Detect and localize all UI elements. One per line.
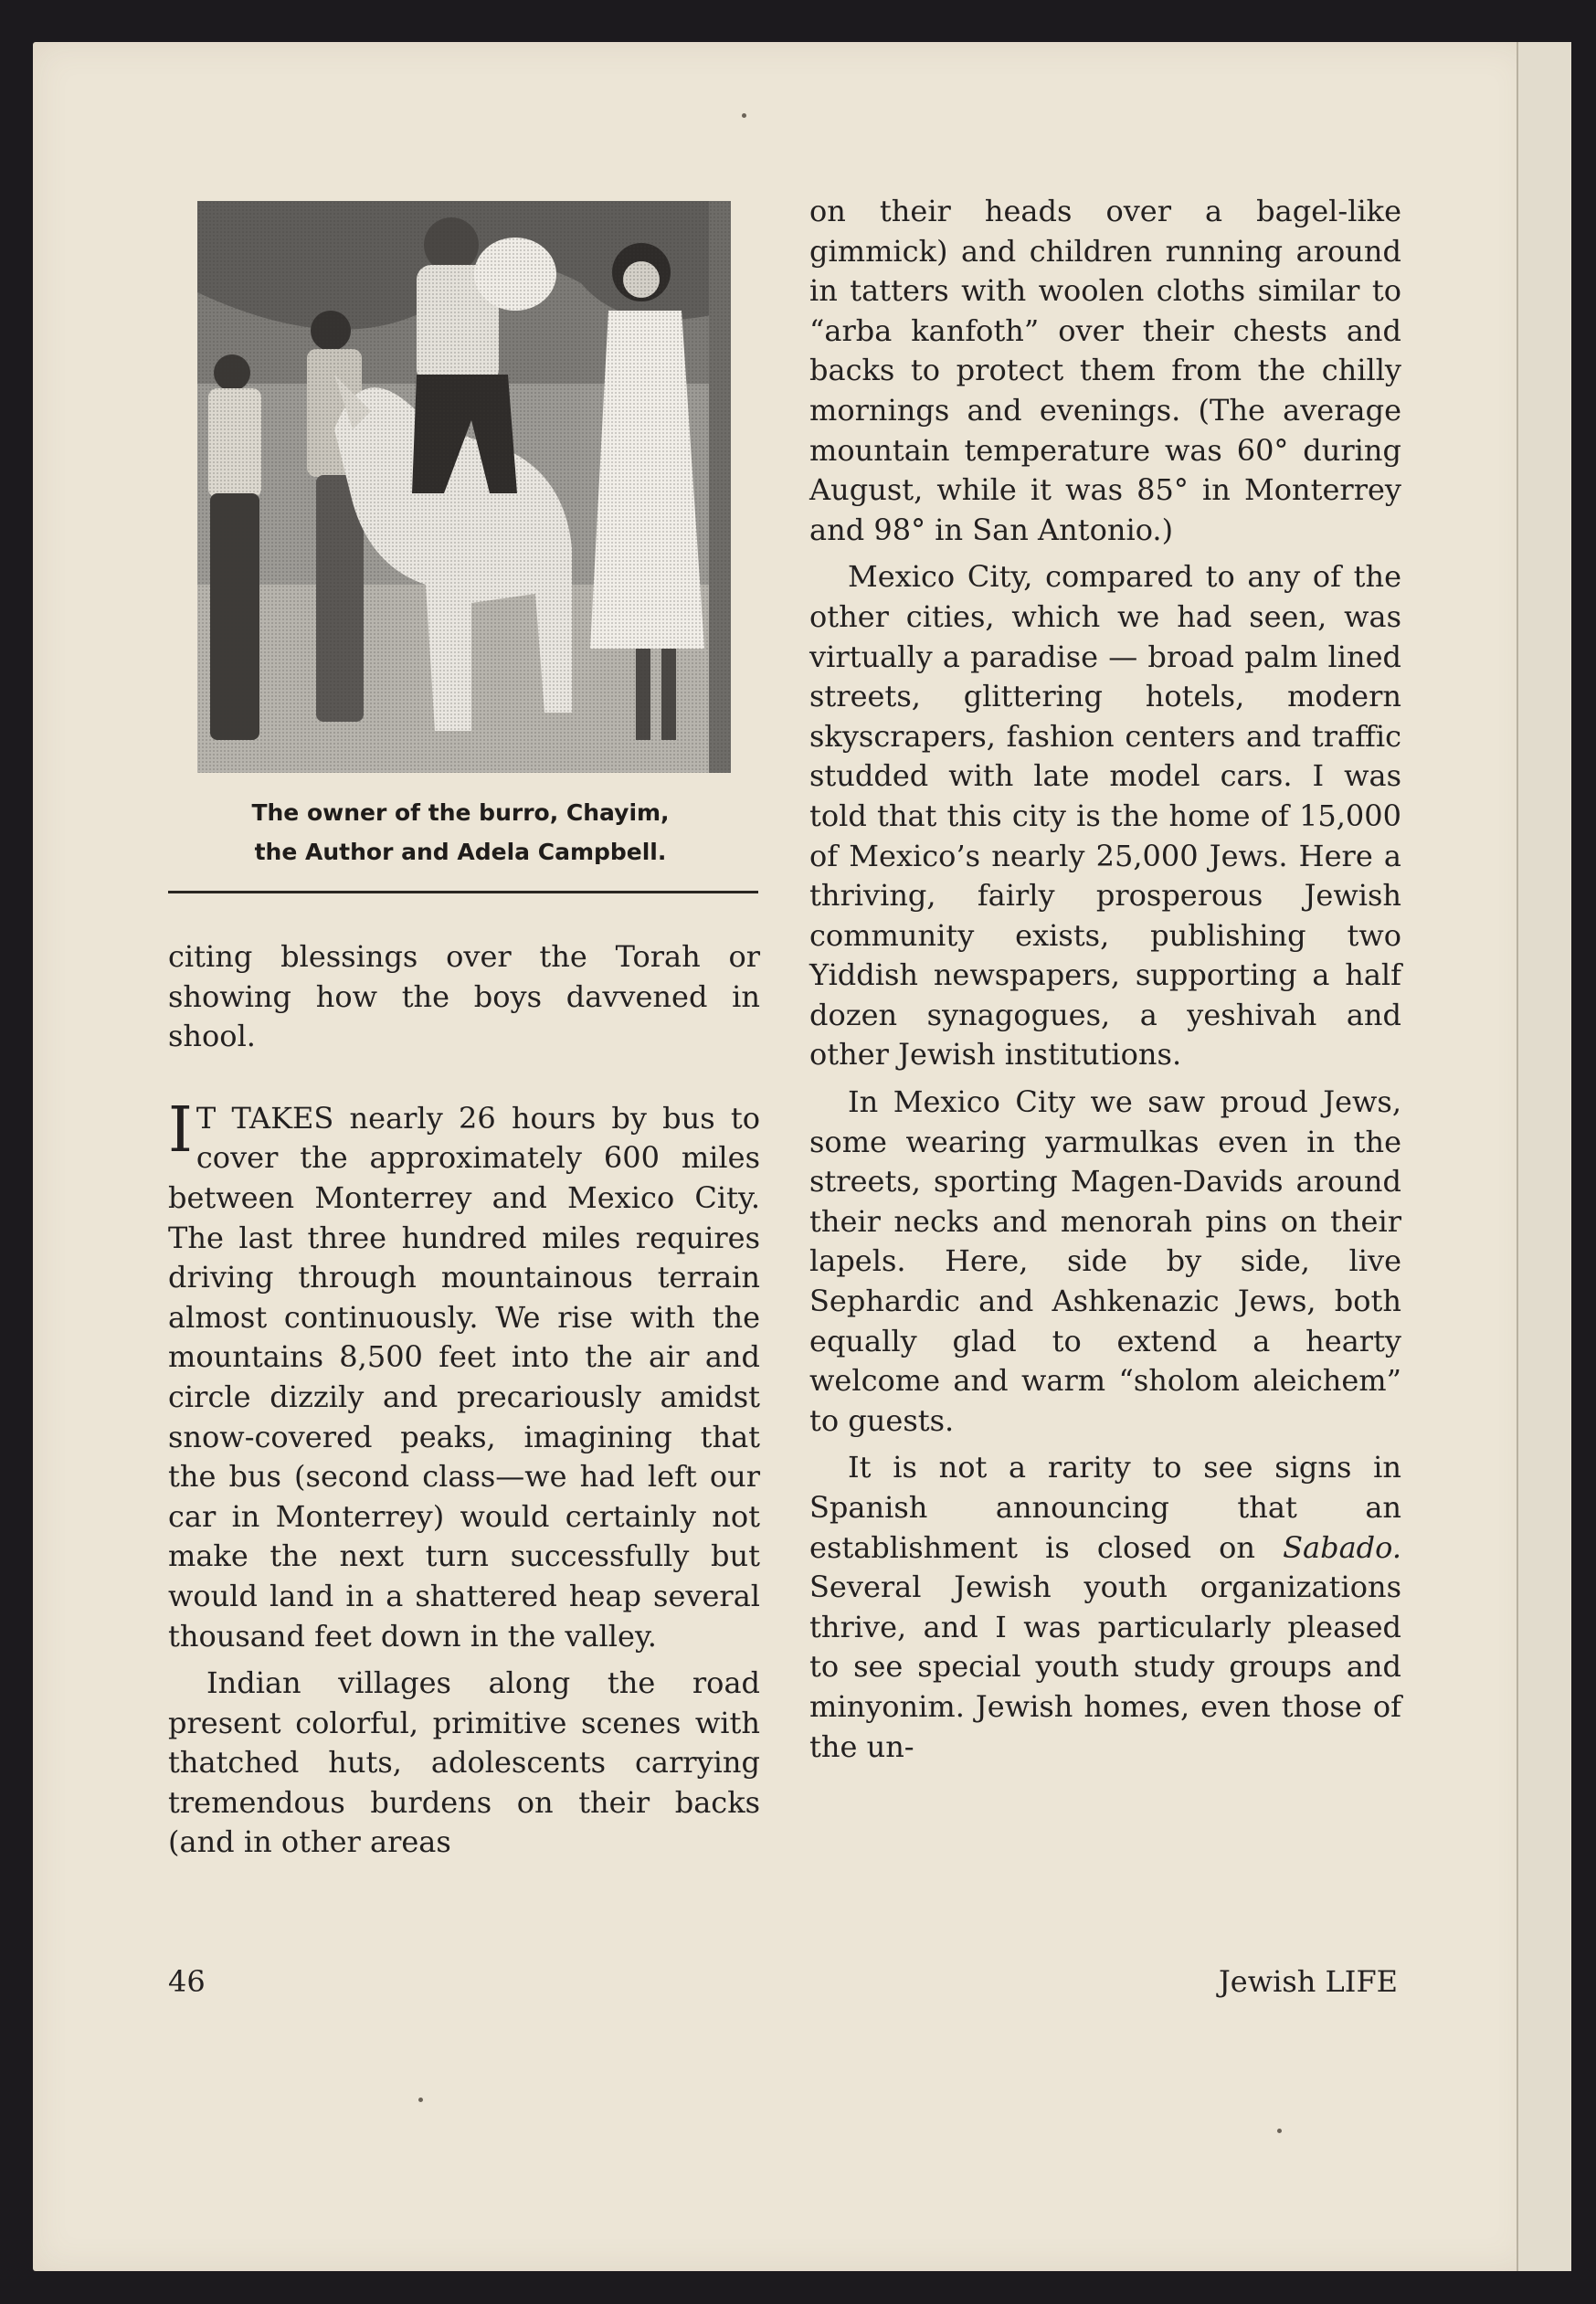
caption-line: the Author and Adela Campbell.	[254, 839, 667, 865]
paragraph-text: T TAKES nearly 26 hours by bus to cover the approximately 600 miles between Monterrey and Mexico City. The last three hundred miles requires driving through mountainous terrain almost continuously. We rise with the mountains 8,500 feet into the air and circle dizzily and precariously amidst snow-covered peaks, imagining that the bus (second class—we had left our car in Monterrey) would certainly not make the next turn successfully but would land in a shattered heap several thousand feet down in the valley.	[168, 1100, 760, 1654]
facing-page-edge	[1517, 42, 1571, 2271]
left-text-column	[168, 937, 760, 1863]
paragraph-text: Several Jewish youth organizations thrive, and I was particularly pleased to see special youth study groups and minyonim. Jewish homes, even those of the un-	[809, 1569, 1401, 1764]
paragraph: Indian villages along the road present colorful, primitive scenes with thatched huts, adolescents carrying tremendous burdens on their backs (and in other areas	[168, 1665, 760, 1860]
drop-cap: I	[168, 1094, 193, 1167]
page-number: 46	[168, 1964, 206, 1999]
photo-caption	[168, 793, 753, 872]
photo-illustration	[197, 201, 731, 773]
paragraph-with-drop-cap	[168, 1094, 760, 1656]
paper-speck	[742, 113, 746, 118]
paper-speck	[418, 2098, 423, 2102]
photograph	[197, 201, 731, 773]
italic-word: Sabado.	[1283, 1529, 1401, 1565]
paragraph: on their heads over a bagel-like gimmick) and children running around in tatters with woolen cloths similar to “arba kanfoth” over their chests and backs to protect them from the chilly mornings and evenings. (The average mountain temperature was 60° during August, while it was 85° in Monterrey and 98° in San Antonio.)	[809, 194, 1401, 547]
caption-divider	[168, 891, 758, 893]
paper-speck	[1277, 2129, 1282, 2133]
paragraph: citing blessings over the Torah or showing how the boys davvened in shool.	[168, 939, 760, 1054]
caption-line: The owner of the burro, Chayim,	[251, 799, 670, 826]
right-text-column	[809, 192, 1401, 1767]
paragraph: In Mexico City we saw proud Jews, some wearing yarmulkas even in the streets, sporting Magen-Davids around their necks and menorah pins on their lapels. Here, side by side, live Sephardic and Ashkenazic Jews, both equally glad to extend a hearty welcome and warm “sholom aleichem” to guests.	[809, 1084, 1401, 1438]
paragraph: Mexico City, compared to any of the other cities, which we had seen, was virtually a paradise — broad palm lined streets, glittering hotels, modern skyscrapers, fashion centers and traffic studded with late model cars. I was told that this city is the home of 15,000 of Mexico’s nearly 25,000 Jews. Here a thriving, fairly prosperous Jewish community exists, publishing two Yiddish newspapers, supporting a half dozen synagogues, a yeshivah and other Jewish institutions.	[809, 559, 1401, 1073]
paragraph	[809, 1448, 1401, 1767]
running-head: Jewish LIFE	[1218, 1964, 1398, 1999]
paragraph-text: It is not a rarity to see signs in Spanish announcing that an establishment is closed on	[809, 1450, 1401, 1565]
